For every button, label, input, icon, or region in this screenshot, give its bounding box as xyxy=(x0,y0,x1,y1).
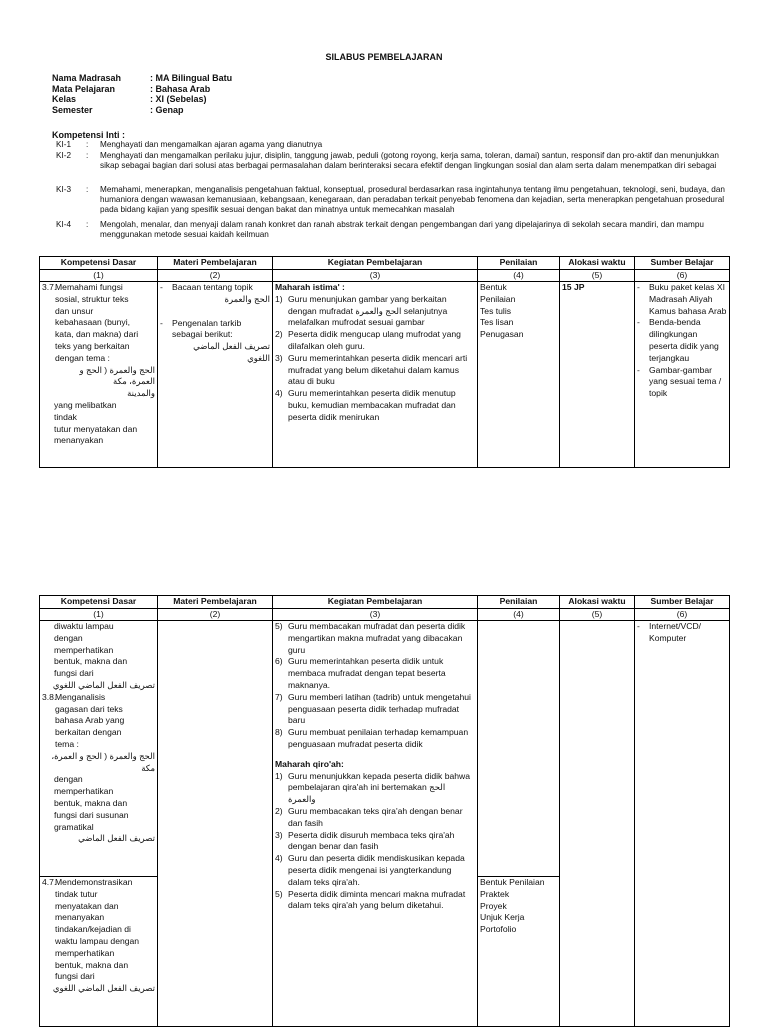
kd-cell-4-7 xyxy=(40,877,158,1027)
kd-line: menyatakan dan xyxy=(55,900,119,911)
item-text: Peserta didik diminta mencari makna mufradat dalam teks qira'ah yang belum diketahui. xyxy=(288,888,466,911)
item-text: Guru menunjukkan kepada peserta didik bahwa pembelajaran qira'ah ini bertemakan الحج والعمرة xyxy=(288,770,471,805)
dash-bullet: - xyxy=(637,621,640,631)
item-text: Guru dan peserta didik mendiskusikan kepada peserta didik mengenai isi yangterkandung dalam teks qira'ah. xyxy=(288,853,465,887)
table-header-row xyxy=(40,596,730,609)
penilaian-line: Penilaian xyxy=(480,293,516,304)
kd-arabic-b: الحج والعمرة ( الحج و العمرة، مكة xyxy=(51,750,155,773)
info-label: Mata Pelajaran xyxy=(52,83,116,94)
list-item xyxy=(275,727,475,751)
kd-arabic-line: العمرة، مكة xyxy=(112,376,155,387)
kd-line: bentuk, makna dan xyxy=(55,959,129,970)
list-item xyxy=(275,329,475,353)
list-item xyxy=(275,353,475,388)
list-item xyxy=(637,621,727,645)
column-header: Sumber Belajar xyxy=(635,257,730,270)
alokasi-cell: 15 JP xyxy=(560,282,635,468)
column-header: Kompetensi Dasar xyxy=(40,257,158,270)
materi-arabic: الحج والعمرة xyxy=(224,293,270,304)
materi-arabic: تصريف الفعل الماضي اللغوي xyxy=(193,341,270,363)
kd-arabic xyxy=(42,365,155,400)
info-label: Semester xyxy=(52,104,93,115)
kd-line: tindakan/kejadian di xyxy=(55,924,131,935)
list-item xyxy=(275,853,475,888)
kd-line: menanyakan xyxy=(55,912,105,923)
column-header: Kegiatan Pembelajaran xyxy=(273,596,478,609)
item-number: 4) xyxy=(275,388,283,399)
info-value: : XI (Sebelas) xyxy=(150,94,207,104)
info-row xyxy=(52,84,232,95)
ki-item xyxy=(56,185,726,215)
kd-arabic-d: تصريف الفعل الماضي اللغوي xyxy=(52,983,155,994)
list-item xyxy=(637,282,727,317)
kd-text-c xyxy=(42,774,155,833)
item-text: Guru memerintahkan peserta didik mencari arti mufradat yang belum diketahui dalam kamus atau di buku xyxy=(288,352,468,387)
item-text: Guru menunjukan gambar yang berkaitan dengan mufradat الحج والعمرة selanjutnya melafalkan mufrodat sesuai gambar xyxy=(288,293,448,328)
item-text: Peserta didik disuruh membaca teks qira'ah dengan benar dan fasih xyxy=(288,829,455,852)
item-text: Benda-benda dilingkungan peserta didik yang terjangkau xyxy=(649,317,719,363)
kd-line: kata, dan makna) dari xyxy=(55,329,139,340)
table-header-row xyxy=(40,257,730,270)
kd-line: dengan xyxy=(54,774,83,785)
syllabus-table-1 xyxy=(39,256,730,468)
info-label: Kelas xyxy=(52,94,77,104)
kd-line: tindak xyxy=(54,411,77,422)
penilaian-cell xyxy=(478,282,560,468)
list-item xyxy=(275,889,475,913)
penilaian-cell xyxy=(478,621,560,877)
kd-line: menanyakan xyxy=(54,435,104,446)
column-number: (1) xyxy=(40,609,158,621)
item-text: Guru memberi latihan (tadrib) untuk mengetahui penguasaan peserta didik terhadap mufradat baru xyxy=(288,691,471,726)
column-header: Kegiatan Pembelajaran xyxy=(273,257,478,270)
kd-line: gagasan dari teks xyxy=(55,703,123,714)
ki-item xyxy=(56,151,726,171)
penilaian-line: Bentuk Penilaian xyxy=(480,877,545,887)
item-text: Guru membacakan mufradat dan peserta didik mengartikan makna mufradat yang dibacakan guru xyxy=(288,621,466,655)
kd-line: dan unsur xyxy=(55,305,94,316)
kd-line: bahasa Arab yang xyxy=(55,715,125,726)
syllabus-table-2 xyxy=(39,595,730,1027)
column-number: (4) xyxy=(478,609,560,621)
column-number: (3) xyxy=(273,609,478,621)
kegiatan-list-b xyxy=(275,771,475,913)
materi-item xyxy=(160,318,270,365)
penilaian-line: Portofolio xyxy=(480,924,517,935)
column-number: (5) xyxy=(560,609,635,621)
column-number: (2) xyxy=(158,609,273,621)
ki-text: Menghayati dan mengamalkan ajaran agama yang dianutnya xyxy=(100,140,323,149)
item-number: 1) xyxy=(275,293,283,304)
item-number: 2) xyxy=(275,329,283,340)
kd-line: tema : xyxy=(55,738,79,749)
kd-line: bentuk, makna dan xyxy=(54,656,128,667)
item-number: 5) xyxy=(275,621,283,631)
item-number: 2) xyxy=(275,805,283,816)
column-header: Sumber Belajar xyxy=(635,596,730,609)
list-item xyxy=(275,692,475,727)
dash-bullet: - xyxy=(637,364,640,375)
kd-line: teks yang berkaitan xyxy=(55,340,130,351)
ki-colon: : xyxy=(86,185,89,194)
list-item xyxy=(275,806,475,830)
item-number: 1) xyxy=(275,770,283,781)
column-header: Penilaian xyxy=(478,257,560,270)
penilaian-line: Tes tulis xyxy=(480,305,512,316)
kd-text-a xyxy=(42,621,155,680)
info-row xyxy=(52,105,232,116)
info-row xyxy=(52,73,232,84)
kd-line: gramatikal xyxy=(54,821,94,832)
ki-text: Menghayati dan mengamalkan perilaku jujur, disiplin, tanggung jawab, peduli (gotong royong, kerja sama, toleran, damai) santun, responsif dan pro-aktif dan menunjukkan sikap sebagai bagian dari solusi atas berbagai permasalahan dalam berinteraksi secara efektif dengan lingkungan sosial dan alam serta dalam menempatkan diri sebagai xyxy=(100,151,719,170)
penilaian-line: Proyek xyxy=(480,900,507,911)
ki-colon: : xyxy=(86,151,89,160)
kd-line: memperhatikan xyxy=(54,786,114,797)
penilaian-line: Tes lisan xyxy=(480,317,514,328)
kd-line: sosial, struktur teks xyxy=(55,293,129,304)
list-item xyxy=(275,388,475,423)
dash-bullet: - xyxy=(160,317,163,328)
item-text: Guru memerintahkan peserta didik untuk membaca mufradat dengan tepat beserta maknanya. xyxy=(288,656,446,690)
kd-line: fungsi dari xyxy=(54,668,94,679)
materi-label: Pengenalan tarkib sebagai berikut: xyxy=(172,317,242,340)
kd-text xyxy=(55,282,155,365)
item-text: Buku paket kelas XI Madrasah Aliyah Kamus bahasa Arab xyxy=(649,282,727,316)
kd-line: kebahasaan (bunyi, xyxy=(55,317,131,328)
penilaian-line: Praktek xyxy=(480,888,510,899)
info-value: : Genap xyxy=(150,104,184,115)
item-text: Guru membuat penilaian terhadap kemampuan penguasaan mufradat peserta didik xyxy=(288,727,469,749)
list-item xyxy=(275,621,475,656)
column-number: (6) xyxy=(635,270,730,282)
item-text: Guru membacakan teks qira'ah dengan benar dan fasih xyxy=(288,805,463,828)
ki-text: Memahami, menerapkan, menganalisis pengetahuan faktual, konseptual, prosedural berdasarkan rasa ingintahunya tentang ilmu pengetahuan, teknologi, seni, budaya, dan humaniora dengan wawasan kemanusiaan, kebangsaan, kenegaraan, dan peradaban terkait penyebab fenomena dan kejadian, serta menerapkan pengetahuan prosedural pada bidang kajian yang spesifik sesuai dengan bakat dan minatnya untuk memecahkan masalah xyxy=(100,185,725,214)
column-header: Materi Pembelajaran xyxy=(158,257,273,270)
item-number: 6) xyxy=(275,656,283,667)
item-text: Guru memerintahkan peserta didik menutup buku, kemudian membacakan mufradat dan peserta didik menirukan xyxy=(288,388,456,422)
kd-line: diwaktu lampau xyxy=(54,621,114,631)
kd-line: yang melibatkan xyxy=(54,399,117,410)
kegiatan-heading: Maharah istima' : xyxy=(275,282,345,292)
item-text: Internet/VCD/ Komputer xyxy=(649,621,702,643)
materi-item xyxy=(160,282,270,306)
kd-line: memperhatikan xyxy=(55,947,115,958)
ki-code: KI-2 xyxy=(56,151,72,160)
item-number: 3) xyxy=(275,829,283,840)
kd-line: dengan xyxy=(54,632,83,643)
list-item xyxy=(275,830,475,854)
document-title: SILABUS PEMBELAJARAN xyxy=(325,52,443,62)
ki-code: KI-1 xyxy=(56,140,72,149)
penilaian-line: Unjuk Kerja xyxy=(480,912,525,923)
kegiatan-list-a xyxy=(275,621,475,751)
kd-line: Menganalisis xyxy=(55,691,106,702)
kd-line: tindak tutur xyxy=(55,888,98,899)
column-header: Penilaian xyxy=(478,596,560,609)
column-number-row xyxy=(40,270,730,282)
ki-colon: : xyxy=(86,140,89,149)
info-row xyxy=(52,94,232,105)
dash-bullet: - xyxy=(637,317,640,328)
item-number: 5) xyxy=(275,888,283,899)
kd-line: waktu lampau dengan xyxy=(55,935,140,946)
materi-text xyxy=(172,318,270,365)
kd-arabic-a: تصريف الفعل الماضي اللغوي xyxy=(52,679,155,690)
dash-bullet: - xyxy=(637,282,640,292)
kd-line: Memahami fungsi xyxy=(55,282,123,292)
list-item xyxy=(637,365,727,400)
kd-number-b: 3.8. xyxy=(42,691,57,702)
column-number: (5) xyxy=(560,270,635,282)
ki-code: KI-3 xyxy=(56,185,72,194)
alokasi-cell xyxy=(560,621,635,1027)
kd-line: fungsi dari susunan xyxy=(54,809,129,820)
item-text: Peserta didik mengucap ulang mufrodat yang dilafalkan oleh guru. xyxy=(288,329,461,351)
column-header: Alokasi waktu xyxy=(560,257,635,270)
penilaian-line: Penugasan xyxy=(480,329,524,340)
kd-text-b xyxy=(55,692,155,751)
kd-line: bentuk, makna dan xyxy=(54,797,128,808)
kegiatan-list xyxy=(275,294,475,424)
kd-line: dengan tema : xyxy=(55,352,110,363)
column-header: Materi Pembelajaran xyxy=(158,596,273,609)
info-value: : MA Bilingual Batu xyxy=(150,73,233,83)
materi-label: Bacaan tentang topik xyxy=(172,282,253,292)
column-number: (6) xyxy=(635,609,730,621)
penilaian-line: Bentuk xyxy=(480,282,507,292)
school-info xyxy=(52,73,232,115)
kd-line: tutur menyatakan dan xyxy=(54,423,138,434)
penilaian-cell-2 xyxy=(478,877,560,1027)
column-number-row xyxy=(40,609,730,621)
column-number: (2) xyxy=(158,270,273,282)
ki-text: Mengolah, menalar, dan menyaji dalam ranah konkret dan ranah abstrak terkait dengan pengembangan dari yang dipelajarinya di sekolah secara mandiri, dan mampu menggunakan metode sesuai kaidah keilmuan xyxy=(100,220,704,239)
dash-bullet: - xyxy=(160,282,163,292)
kegiatan-cell xyxy=(273,282,478,468)
column-number: (3) xyxy=(273,270,478,282)
ki-item xyxy=(56,220,726,240)
kegiatan-heading: Maharah qiro'ah: xyxy=(275,758,344,769)
item-number: 4) xyxy=(275,853,283,864)
item-number: 7) xyxy=(275,691,283,702)
materi-text xyxy=(172,282,270,306)
kd-arabic-line: الحج والعمرة ( الحج و xyxy=(79,364,155,375)
list-item xyxy=(275,294,475,329)
ki-code: KI-4 xyxy=(56,220,72,229)
kd-text-d xyxy=(55,877,155,983)
column-number: (4) xyxy=(478,270,560,282)
column-header: Kompetensi Dasar xyxy=(40,596,158,609)
list-item xyxy=(275,771,475,806)
list-item xyxy=(275,656,475,691)
info-label: Nama Madrasah xyxy=(52,73,122,83)
ki-item xyxy=(56,140,726,150)
kd-line: berkaitan dengan xyxy=(55,727,122,738)
info-value: : Bahasa Arab xyxy=(150,83,211,94)
kd-number-d: 4.7. xyxy=(42,877,57,887)
materi-cell xyxy=(158,621,273,1027)
column-header: Alokasi waktu xyxy=(560,596,635,609)
kd-cell xyxy=(40,282,158,468)
item-number: 8) xyxy=(275,727,283,738)
kd-line: memperhatikan xyxy=(54,644,114,655)
kd-cell xyxy=(40,621,158,877)
kd-arabic-line: والمدينة xyxy=(127,388,155,399)
ki-colon: : xyxy=(86,220,89,229)
item-number: 3) xyxy=(275,352,283,363)
ki-heading: Kompetensi Inti : xyxy=(52,130,126,140)
item-text: Gambar-gambar yang sesuai tema / topik xyxy=(649,364,722,399)
kd-line: fungsi dari xyxy=(55,971,95,982)
column-number: (1) xyxy=(40,270,158,282)
sumber-cell xyxy=(635,282,730,468)
kd-arabic-c: تصريف الفعل الماضي xyxy=(78,833,155,844)
kd-tail xyxy=(42,400,155,447)
kd-number: 3.7. xyxy=(42,282,57,292)
sumber-cell xyxy=(635,621,730,1027)
kegiatan-cell xyxy=(273,621,478,1027)
list-item xyxy=(637,317,727,364)
kd-line: Mendemonstrasikan xyxy=(55,877,133,887)
materi-cell xyxy=(158,282,273,468)
